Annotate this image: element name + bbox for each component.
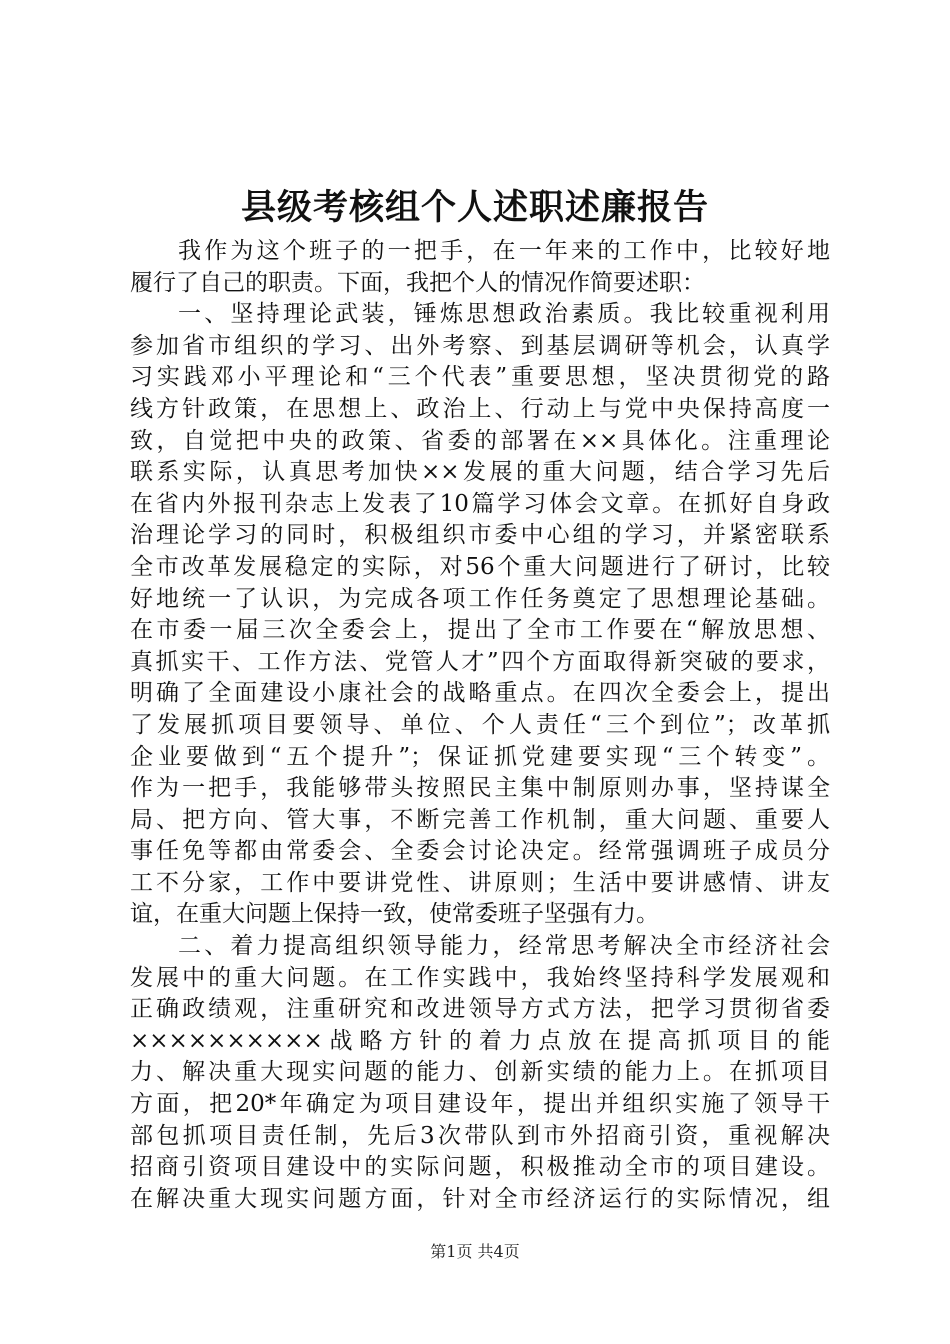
paragraph [130,931,830,1215]
text-line: 谊，在重大问题上保持一致，使常委班子坚强有力。 [130,901,659,928]
text-line: ××××××××××战略方针的着力点放在提高抓项目的能 [130,1027,830,1054]
text-line: 一、坚持理论武装，锤炼思想政治素质。我比较重视利用 [178,301,830,328]
text-line: 好地统一了认识，为完成各项工作任务奠定了思想理论基础。 [130,585,830,612]
text-line: 力、解决重大现实问题的能力、创新实绩的能力上。在抓项目 [130,1059,830,1086]
document-title: 县级考核组个人述职述廉报告 [240,187,709,228]
text-line: 治理论学习的同时，积极组织市委中心组的学习，并紧密联系 [130,522,830,549]
text-line: 发展中的重大问题。在工作实践中，我始终坚持科学发展观和 [130,964,830,991]
text-line: 招商引资项目建设中的实际问题，积极推动全市的项目建设。 [130,1154,830,1181]
text-line: 致，自觉把中央的政策、省委的部署在××具体化。注重理论 [130,427,830,454]
text-line: 习实践邓小平理论和“三个代表”重要思想，坚决贯彻党的路 [130,364,830,391]
text-line: 在解决重大现实问题方面，针对全市经济运行的实际情况，组 [130,1185,830,1212]
text-line: 在省内外报刊杂志上发表了10篇学习体会文章。在抓好自身政 [130,490,830,517]
text-line: 工不分家，工作中要讲党性、讲原则；生活中要讲感情、讲友 [130,869,830,896]
text-line: 明确了全面建设小康社会的战略重点。在四次全委会上，提出 [130,680,830,707]
text-line: 作为一把手，我能够带头按照民主集中制原则办事，坚持谋全 [130,775,830,802]
paragraph [130,236,830,299]
text-line: 正确政绩观，注重研究和改进领导方式方法，把学习贯彻省委 [130,996,830,1023]
text-line: 方面，把20*年确定为项目建设年，提出并组织实施了领导干 [130,1091,830,1118]
text-line: 在市委一届三次全委会上，提出了全市工作要在“解放思想、 [130,617,830,644]
text-line: 我作为这个班子的一把手，在一年来的工作中，比较好地 [178,238,830,264]
text-line: 二、着力提高组织领导能力，经常思考解决全市经济社会 [178,933,830,960]
text-line: 线方针政策，在思想上、政治上、行动上与党中央保持高度一 [130,395,830,422]
text-line: 局、把方向、管大事，不断完善工作机制，重大问题、重要人 [130,806,830,833]
text-line: 事任免等都由常委会、全委会讨论决定。经常强调班子成员分 [130,838,830,865]
text-line: 参加省市组织的学习、出外考察、到基层调研等机会，认真学 [130,332,830,359]
text-line: 部包抓项目责任制，先后3次带队到市外招商引资，重视解决 [130,1122,830,1149]
text-line: 企业要做到“五个提升”；保证抓党建要实现“三个转变”。 [130,743,830,770]
paragraph [130,299,830,931]
document-body [130,236,830,1215]
text-line: 全市改革发展稳定的实际，对56个重大问题进行了研讨，比较 [130,553,830,580]
text-line: 联系实际，认真思考加快××发展的重大问题，结合学习先后 [130,459,830,486]
text-line: 履行了自己的职责。下面，我把个人的情况作简要述职： [130,269,705,296]
text-line: 真抓实干、工作方法、党管人才”四个方面取得新突破的要求， [130,648,830,675]
text-line: 了发展抓项目要领导、单位、个人责任“三个到位”；改革抓 [130,711,830,738]
page-footer: 第1页 共4页 [430,1242,520,1261]
